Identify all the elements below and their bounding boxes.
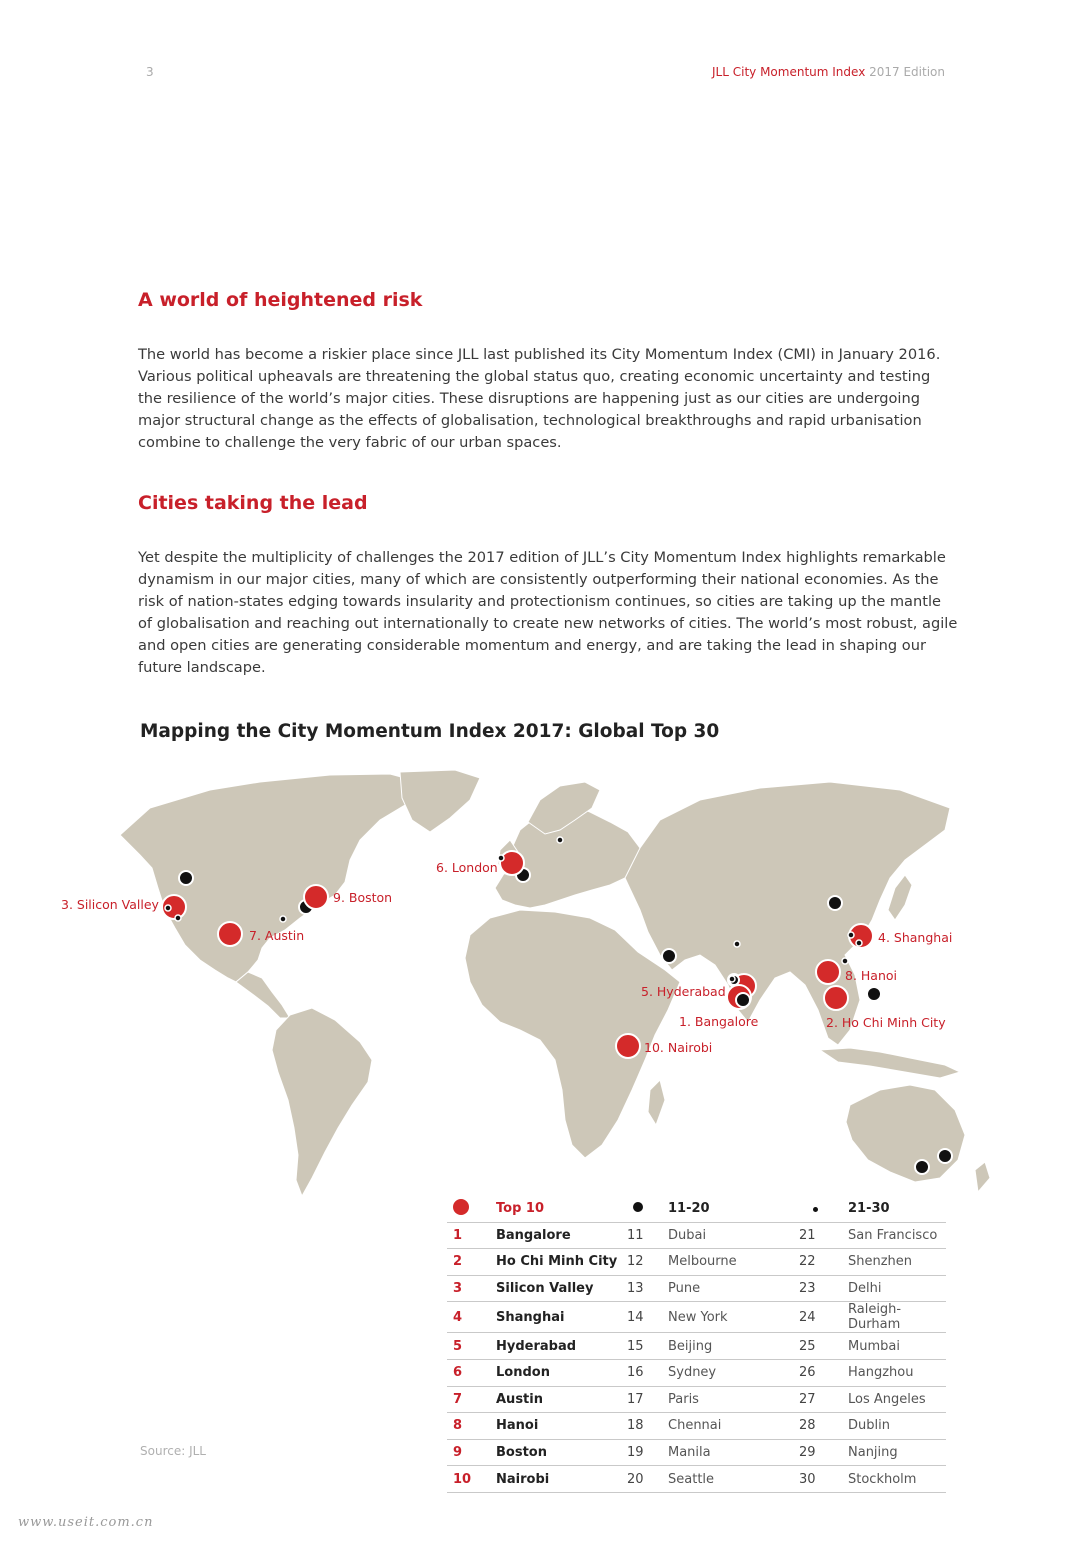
asia-landmass <box>625 782 953 1045</box>
marker-delhi <box>734 941 740 947</box>
legend-header-row <box>447 1196 946 1222</box>
city-21-30: Mumbai <box>848 1333 946 1360</box>
city-11-20: Melbourne <box>668 1249 799 1276</box>
legend-row <box>447 1249 946 1276</box>
city-top10: Shanghai <box>496 1302 627 1333</box>
city-11-20: Dubai <box>668 1222 799 1249</box>
rank-11-20: 20 <box>627 1466 668 1493</box>
label-bangalore: 1. Bangalore <box>679 1014 759 1029</box>
legend-row <box>447 1439 946 1466</box>
marker-ho-chi-minh-city <box>824 986 848 1010</box>
label-silicon-valley: 3. Silicon Valley <box>61 897 159 912</box>
marker-boston <box>304 885 328 909</box>
rank-21-30: 26 <box>799 1359 848 1386</box>
red-dot-icon <box>453 1199 469 1215</box>
legend-row <box>447 1359 946 1386</box>
header-edition: 2017 Edition <box>869 65 945 79</box>
city-top10: Bangalore <box>496 1222 627 1249</box>
city-21-30: Stockholm <box>848 1466 946 1493</box>
city-top10: Nairobi <box>496 1466 627 1493</box>
rank-top10: 4 <box>447 1302 496 1333</box>
marker-austin <box>218 922 242 946</box>
rank-top10: 1 <box>447 1222 496 1249</box>
rank-11-20: 11 <box>627 1222 668 1249</box>
legend-header-21-30: 21-30 <box>848 1196 946 1222</box>
watermark: www.useit.com.cn <box>18 1515 154 1530</box>
legend-11-20-marker <box>627 1196 668 1222</box>
rank-21-30: 28 <box>799 1413 848 1440</box>
new-zealand-landmass <box>975 1162 990 1192</box>
legend-row <box>447 1386 946 1413</box>
city-21-30: Nanjing <box>848 1439 946 1466</box>
rank-top10: 7 <box>447 1386 496 1413</box>
japan-landmass <box>888 875 912 920</box>
map-title: Mapping the City Momentum Index 2017: Global Top 30 <box>140 721 720 742</box>
city-top10: Hanoi <box>496 1413 627 1440</box>
legend-row <box>447 1275 946 1302</box>
rank-21-30: 23 <box>799 1275 848 1302</box>
city-21-30: Los Angeles <box>848 1386 946 1413</box>
marker-stockholm <box>557 837 563 843</box>
rank-11-20: 14 <box>627 1302 668 1333</box>
label-hanoi: 8. Hanoi <box>845 968 898 983</box>
city-top10: London <box>496 1359 627 1386</box>
marker-chennai-overlay <box>736 993 750 1007</box>
city-21-30: San Francisco <box>848 1222 946 1249</box>
legend-row <box>447 1222 946 1249</box>
page-number: 3 <box>146 65 154 79</box>
world-map <box>0 760 1091 1210</box>
central-america-landmass <box>236 972 290 1018</box>
marker-london <box>500 851 524 875</box>
marker-dubai <box>662 949 676 963</box>
black-dot-icon <box>633 1202 643 1212</box>
city-21-30: Dublin <box>848 1413 946 1440</box>
rank-11-20: 15 <box>627 1333 668 1360</box>
rank-21-30: 25 <box>799 1333 848 1360</box>
city-top10: Silicon Valley <box>496 1275 627 1302</box>
marker-melbourne <box>915 1160 929 1174</box>
rank-top10: 9 <box>447 1439 496 1466</box>
city-11-20: Seattle <box>668 1466 799 1493</box>
city-11-20: Pune <box>668 1275 799 1302</box>
indonesia-landmass <box>820 1048 960 1078</box>
ranking-legend-table <box>447 1196 946 1493</box>
marker-raleigh-durham <box>280 916 286 922</box>
city-21-30: Shenzhen <box>848 1249 946 1276</box>
label-london: 6. London <box>436 860 498 875</box>
city-11-20: Beijing <box>668 1333 799 1360</box>
rank-21-30: 21 <box>799 1222 848 1249</box>
rank-21-30: 24 <box>799 1302 848 1333</box>
city-11-20: Chennai <box>668 1413 799 1440</box>
city-11-20: Sydney <box>668 1359 799 1386</box>
rank-21-30: 27 <box>799 1386 848 1413</box>
marker-sydney <box>938 1149 952 1163</box>
label-boston: 9. Boston <box>333 890 393 905</box>
label-ho-chi-minh-city: 2. Ho Chi Minh City <box>826 1015 946 1030</box>
rank-top10: 2 <box>447 1249 496 1276</box>
rank-11-20: 13 <box>627 1275 668 1302</box>
marker-shenzhen <box>842 958 848 964</box>
marker-los-angeles <box>175 915 181 921</box>
rank-top10: 10 <box>447 1466 496 1493</box>
city-21-30: Delhi <box>848 1275 946 1302</box>
africa-landmass <box>465 910 680 1158</box>
section-heading-lead: Cities taking the lead <box>138 492 368 514</box>
land-masses <box>120 770 990 1196</box>
marker-hanoi <box>816 960 840 984</box>
city-21-30: Hangzhou <box>848 1359 946 1386</box>
legend-row <box>447 1333 946 1360</box>
north-america-landmass <box>120 774 420 982</box>
label-austin: 7. Austin <box>249 928 305 943</box>
marker-beijing <box>828 896 842 910</box>
city-11-20: New York <box>668 1302 799 1333</box>
rank-top10: 5 <box>447 1333 496 1360</box>
marker-san-francisco <box>165 905 171 911</box>
city-top10: Boston <box>496 1439 627 1466</box>
south-america-landmass <box>272 1008 372 1196</box>
rank-11-20: 12 <box>627 1249 668 1276</box>
city-top10: Austin <box>496 1386 627 1413</box>
rank-21-30: 29 <box>799 1439 848 1466</box>
marker-dublin <box>498 855 504 861</box>
australia-landmass <box>846 1085 965 1182</box>
city-21-30: Raleigh-Durham <box>848 1302 946 1333</box>
label-nairobi: 10. Nairobi <box>644 1040 713 1055</box>
section-body-lead: Yet despite the multiplicity of challenges the 2017 edition of JLL’s City Momentum Index highlights remarkable dynamism in our major cities, many of which are consistently outperforming their national economies. As the risk of nation-states edging towards insularity and protectionism continues, so cities are taking up the mantle of globalisation and reaching out internationally to create new networks of cities. The world’s most robust, agile and open cities are generating considerable momentum and energy, and are taking the lead in shaping our future landscape. <box>138 549 958 676</box>
legend-header-11-20: 11-20 <box>668 1196 799 1222</box>
running-header <box>712 65 945 79</box>
legend-row <box>447 1413 946 1440</box>
label-hyderabad: 5. Hyderabad <box>641 984 726 999</box>
marker-nanjing <box>848 932 854 938</box>
marker-seattle <box>179 871 193 885</box>
legend-21-30-marker <box>799 1196 848 1222</box>
label-shanghai: 4. Shanghai <box>878 930 953 945</box>
small-dot-icon <box>813 1207 818 1212</box>
rank-21-30: 30 <box>799 1466 848 1493</box>
marker-mumbai <box>729 976 735 982</box>
rank-11-20: 19 <box>627 1439 668 1466</box>
greenland-landmass <box>400 770 480 832</box>
marker-manila <box>867 987 881 1001</box>
city-11-20: Paris <box>668 1386 799 1413</box>
city-top10: Hyderabad <box>496 1333 627 1360</box>
header-brand: JLL City Momentum Index <box>712 65 866 79</box>
madagascar-landmass <box>648 1080 665 1125</box>
source-note: Source: JLL <box>140 1444 206 1458</box>
legend-row <box>447 1466 946 1493</box>
legend-top10-marker <box>447 1196 496 1222</box>
rank-top10: 8 <box>447 1413 496 1440</box>
rank-top10: 6 <box>447 1359 496 1386</box>
rank-11-20: 16 <box>627 1359 668 1386</box>
legend-row <box>447 1302 946 1333</box>
rank-21-30: 22 <box>799 1249 848 1276</box>
section-body-risk: The world has become a riskier place since JLL last published its City Momentum Index (CMI) in January 2016. Various political upheavals are threatening the global status quo, creating economic uncertainty and testing the resilience of the world’s major cities. These disruptions are happening just as our cities are undergoing major structural change as the effects of globalisation, technological breakthroughs and rapid urbanisation combine to challenge the very fabric of our urban spaces. <box>138 346 941 451</box>
rank-11-20: 17 <box>627 1386 668 1413</box>
rank-top10: 3 <box>447 1275 496 1302</box>
rank-11-20: 18 <box>627 1413 668 1440</box>
section-heading-risk: A world of heightened risk <box>138 289 423 311</box>
marker-nairobi <box>616 1034 640 1058</box>
city-top10: Ho Chi Minh City <box>496 1249 627 1276</box>
city-11-20: Manila <box>668 1439 799 1466</box>
marker-hangzhou <box>856 940 862 946</box>
legend-header-top10: Top 10 <box>496 1196 627 1222</box>
